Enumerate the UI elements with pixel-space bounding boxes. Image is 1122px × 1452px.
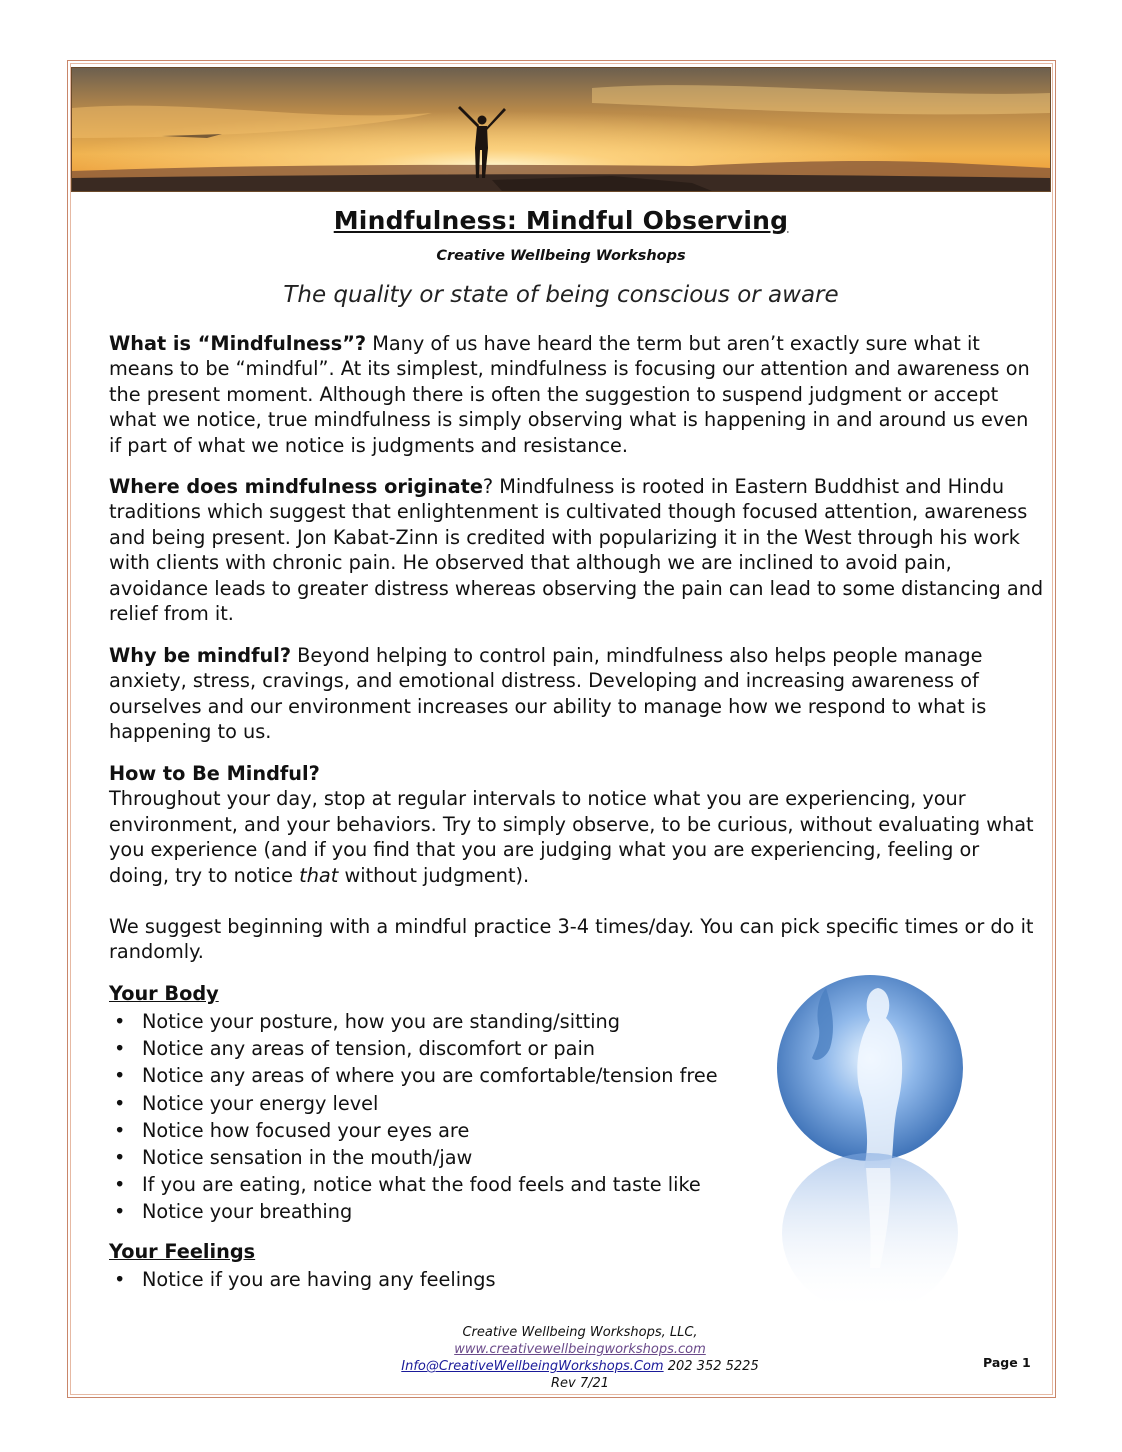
section-what-text: Many of us have heard the term but aren’t exactly sure what it means to be “mindful”. At its simplest, mindfulness is focusing our attention and awareness on the present moment. Although there is often the suggestion to suspend judgment or accept what we notice, true mindfulness is simply observing what is happening in and around us even if part of what we notice is judgments and resistance. xyxy=(109,332,1030,457)
list-item: • Notice your energy level xyxy=(114,1091,379,1115)
sunset-banner-image xyxy=(71,67,1051,192)
section-how-text-em: that xyxy=(299,863,339,887)
your-body-heading: Your Body xyxy=(109,982,219,1005)
section-where-lead: Where does mindfulness originate xyxy=(109,475,483,498)
list-item: • Notice your posture, how you are standing/sitting xyxy=(114,1010,621,1033)
list-item: • Notice if you are having any feelings xyxy=(114,1268,496,1291)
footer-website-link[interactable]: www.creativewellbeingworkshops.com xyxy=(454,1342,706,1357)
list-item: • Notice your breathing xyxy=(114,1200,353,1224)
footer-revision: Rev 7/21 xyxy=(550,1376,610,1391)
page-tagline: The quality or state of being conscious or aware xyxy=(283,282,839,308)
section-how-text-after: without judgment). xyxy=(338,863,530,887)
footer-phone: 202 352 5225 xyxy=(663,1359,759,1374)
meditation-figure-illustration xyxy=(766,968,980,1338)
your-feelings-list xyxy=(109,1266,496,1293)
list-item: • Notice any areas of where you are comfortable/tension free xyxy=(114,1064,718,1088)
section-how-heading: How to Be Mindful? xyxy=(109,762,320,785)
section-suggest-text: We suggest beginning with a mindful practice 3-4 times/day. You can pick specific times or do it randomly. xyxy=(109,915,1034,964)
list-item: • Notice sensation in the mouth/jaw xyxy=(114,1145,473,1169)
list-item: • If you are eating, notice what the food feels and taste like xyxy=(114,1173,701,1197)
your-feelings-heading: Your Feelings xyxy=(109,1240,256,1263)
footer-email-link[interactable]: Info@CreativeWellbeingWorkshops.Com xyxy=(401,1359,664,1374)
footer-company: Creative Wellbeing Workshops, LLC, xyxy=(462,1325,698,1340)
section-what-lead: What is “Mindfulness”? xyxy=(109,332,367,355)
section-how xyxy=(109,761,1044,888)
section-why-lead: Why be mindful? xyxy=(109,644,292,667)
section-why-text: Beyond helping to control pain, mindfulness also helps people manage anxiety, stress, cravings, and emotional distress. Developing and increasing awareness of ourselves and our environment increases our ability to manage how we respond to what is happening to us. xyxy=(109,644,987,744)
footer xyxy=(330,1324,830,1392)
page-title: Mindfulness: Mindful Observing xyxy=(333,206,789,235)
list-item: • Notice how focused your eyes are xyxy=(114,1118,470,1142)
section-how-text-before: Throughout your day, stop at regular intervals to notice what you are experiencing, your environment, and your behaviors. Try to simply observe, to be curious, without evaluating what you experience (and if you find that you are judging what you are experiencing, feeling or doing, try to notice xyxy=(109,787,1034,887)
section-where xyxy=(109,474,1044,626)
page-subtitle: Creative Wellbeing Workshops xyxy=(436,248,686,264)
section-where-text: ? Mindfulness is rooted in Eastern Buddhist and Hindu traditions which suggest that enlightenment is cultivated though focused attention, awareness and being present. Jon Kabat-Zinn is credited with popularizing it in the West through his work with clients with chronic pain. He observed that although we are inclined to avoid pain, avoidance leads to greater distress whereas observing the pain can lead to some distancing and relief from it. xyxy=(109,475,1044,626)
section-suggest xyxy=(109,914,1044,965)
your-body-list xyxy=(109,1008,718,1226)
section-what xyxy=(109,331,1044,458)
banner-illustration xyxy=(72,68,1050,191)
list-item: • Notice any areas of tension, discomfort or pain xyxy=(114,1037,596,1061)
section-why xyxy=(109,643,1044,745)
page-number: Page 1 xyxy=(983,1355,1031,1370)
